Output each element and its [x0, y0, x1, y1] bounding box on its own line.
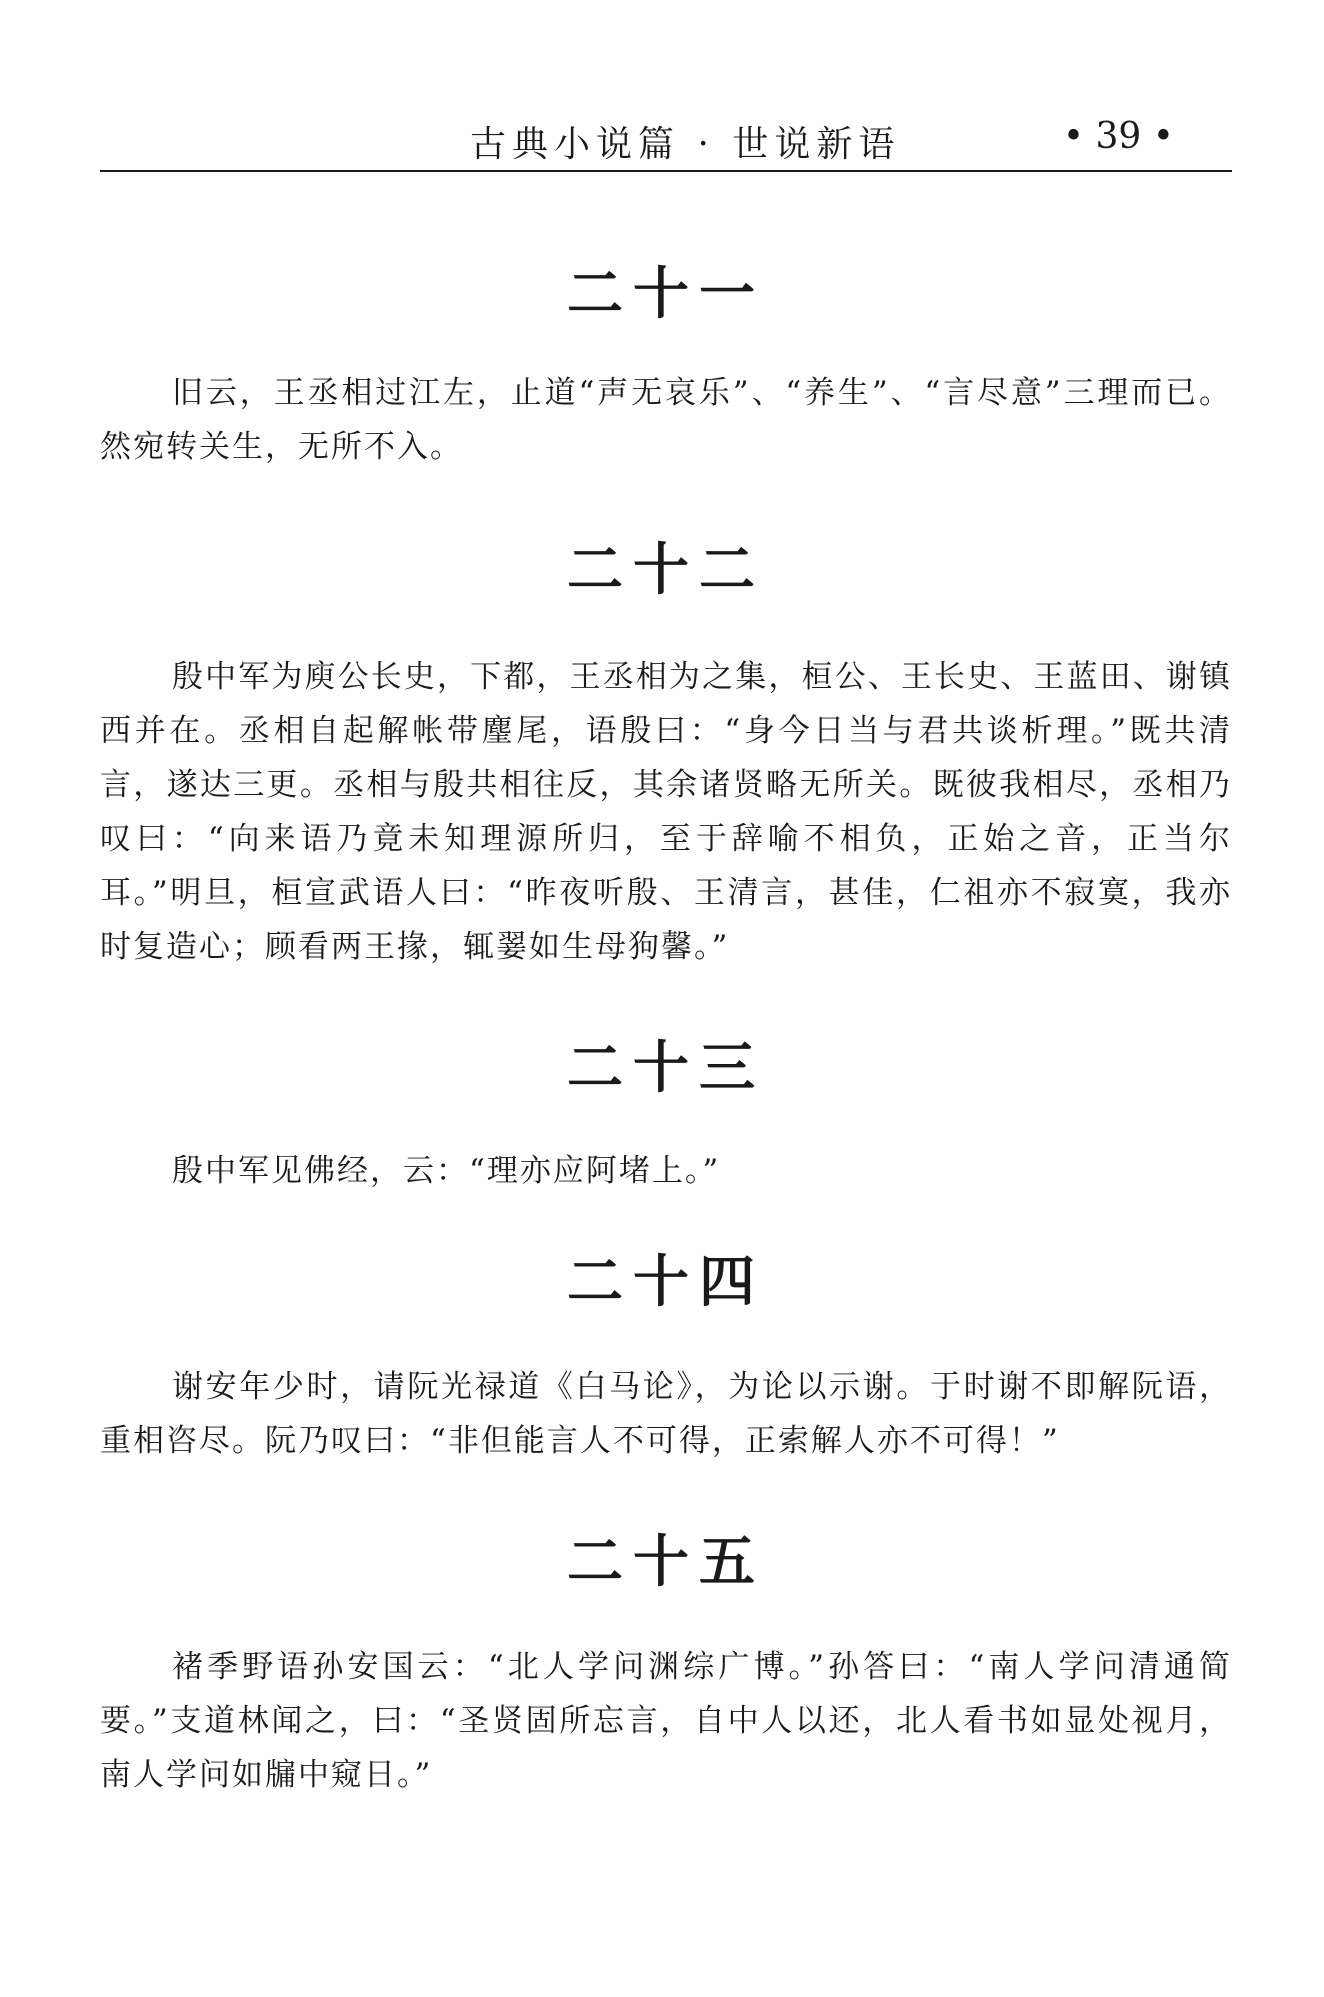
section-paragraph: 殷中军见佛经，云：“理亦应阿堵上。” — [172, 1153, 721, 1189]
running-header — [100, 108, 1232, 168]
section-paragraph: 谢安年少时，请阮光禄道《白马论》，为论以示谢。于时谢不即解阮语，重相咨尽。阮乃叹曰：“非但能言人不可得，正索解人亦不可得！” — [100, 1369, 1232, 1459]
section-paragraph: 褚季野语孙安国云：“北人学问渊综广博。”孙答曰：“南人学问清通简要。”支道林闻之，曰：“圣贤固所忘言，自中人以还，北人看书如显处视月，南人学问如牖中窥日。” — [100, 1649, 1232, 1793]
section-23 — [100, 1034, 1232, 1198]
section-heading: 二十一 — [567, 262, 765, 327]
section-heading: 二十四 — [567, 1250, 765, 1315]
section-heading: 二十五 — [567, 1530, 765, 1595]
running-header-title: 古典小说篇 · 世说新语 — [470, 124, 901, 165]
page-body — [100, 260, 1232, 1802]
section-heading: 二十二 — [567, 538, 765, 603]
section-heading: 二十三 — [567, 1036, 765, 1101]
section-25 — [100, 1528, 1232, 1802]
section-paragraph: 旧云，王丞相过江左，止道“声无哀乐”、“养生”、“言尽意”三理而已。然宛转关生，无所不入。 — [100, 375, 1232, 465]
header-rule — [100, 170, 1232, 172]
section-24 — [100, 1248, 1232, 1468]
section-22 — [100, 536, 1232, 974]
section-paragraph: 殷中军为庾公长史，下都，王丞相为之集，桓公、王长史、王蓝田、谢镇西并在。丞相自起解帐带麈尾，语殷曰：“身今日当与君共谈析理。”既共清言，遂达三更。丞相与殷共相往反，其余诸贤略无所关。既彼我相尽，丞相乃叹曰：“向来语乃竟未知理源所归，至于辞喻不相负，正始之音，正当尔耳。”明旦，桓宣武语人曰：“昨夜听殷、王清言，甚佳，仁祖亦不寂寞，我亦时复造心；顾看两王掾，辄翣如生母狗馨。” — [100, 659, 1232, 965]
section-21 — [100, 260, 1232, 474]
page-number: • 39 • — [1062, 116, 1174, 157]
